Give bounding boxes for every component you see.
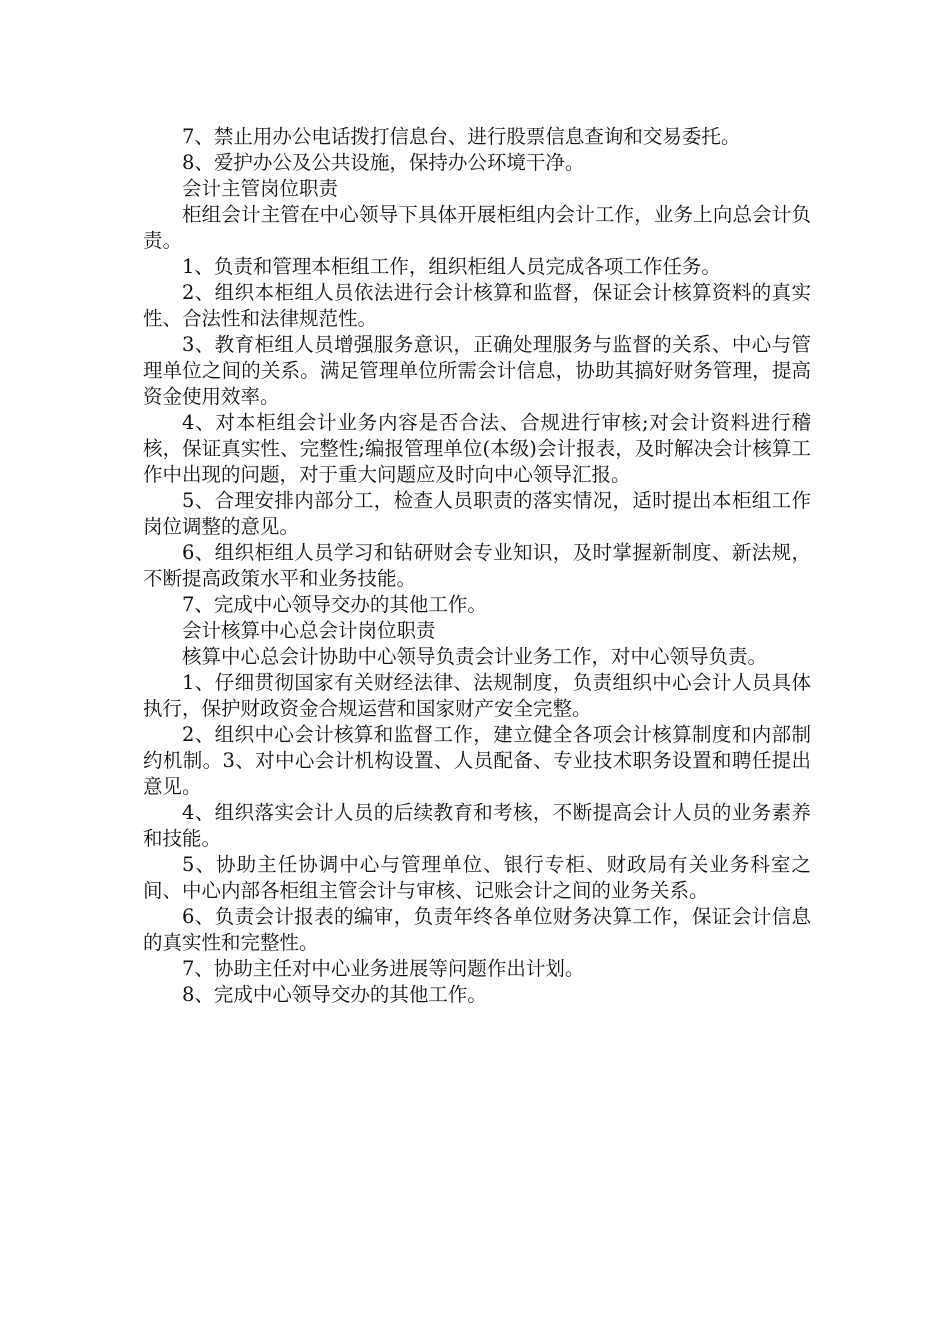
paragraph-supervisor-duty-2: 2、组织本柜组人员依法进行会计核算和监督，保证会计核算资料的真实性、合法性和法律规范性。 <box>143 281 811 330</box>
section-heading-accounting-supervisor: 会计主管岗位职责 <box>182 177 339 200</box>
paragraph-supervisor-duty-5: 5、合理安排内部分工，检查人员职责的落实情况，适时提出本柜组工作岗位调整的意见。 <box>143 489 811 538</box>
paragraph-item-8-office-facilities: 8、爱护办公及公共设施，保持办公环境干净。 <box>182 151 585 174</box>
paragraph-supervisor-duty-7: 7、完成中心领导交办的其他工作。 <box>182 593 487 616</box>
paragraph-chief-duty-4: 4、组织落实会计人员的后续教育和考核，不断提高会计人员的业务素养和技能。 <box>143 801 811 850</box>
paragraph-chief-duty-5: 5、协助主任协调中心与管理单位、银行专柜、财政局有关业务科室之间、中心内部各柜组主管会计与审核、记账会计之间的业务关系。 <box>143 853 811 902</box>
paragraph-supervisor-intro: 柜组会计主管在中心领导下具体开展柜组内会计工作，业务上向总会计负责。 <box>143 203 811 252</box>
paragraph-chief-duty-1: 1、仔细贯彻国家有关财经法律、法规制度，负责组织中心会计人员具体执行，保护财政资金合规运营和国家财产安全完整。 <box>143 671 811 720</box>
paragraph-supervisor-duty-1: 1、负责和管理本柜组工作，组织柜组人员完成各项工作任务。 <box>182 255 721 278</box>
paragraph-supervisor-duty-6: 6、组织柜组人员学习和钻研财会专业知识，及时掌握新制度、新法规，不断提高政策水平和业务技能。 <box>143 541 811 590</box>
paragraph-chief-duty-7: 7、协助主任对中心业务进展等问题作出计划。 <box>182 957 585 980</box>
paragraph-chief-duty-8: 8、完成中心领导交办的其他工作。 <box>182 983 487 1006</box>
section-heading-chief-accountant: 会计核算中心总会计岗位职责 <box>182 619 436 642</box>
paragraph-chief-intro: 核算中心总会计协助中心领导负责会计业务工作，对中心领导负责。 <box>182 645 768 668</box>
document-page <box>143 124 811 1008</box>
paragraph-chief-duty-6: 6、负责会计报表的编审，负责年终各单位财务决算工作，保证会计信息的真实性和完整性。 <box>143 905 811 954</box>
paragraph-item-7-office-phone: 7、禁止用办公电话拨打信息台、进行股票信息查询和交易委托。 <box>182 125 741 148</box>
paragraph-supervisor-duty-4: 4、对本柜组会计业务内容是否合法、合规进行审核;对会计资料进行稽核，保证真实性、完整性;编报管理单位(本级)会计报表，及时解决会计核算工作中出现的问题，对于重大问题应及时向中心领导汇报。 <box>143 411 811 486</box>
paragraph-chief-duty-2-3: 2、组织中心会计核算和监督工作，建立健全各项会计核算制度和内部制约机制。3、对中心会计机构设置、人员配备、专业技术职务设置和聘任提出意见。 <box>143 723 811 798</box>
paragraph-supervisor-duty-3: 3、教育柜组人员增强服务意识，正确处理服务与监督的关系、中心与管理单位之间的关系。满足管理单位所需会计信息，协助其搞好财务管理，提高资金使用效率。 <box>143 333 811 408</box>
